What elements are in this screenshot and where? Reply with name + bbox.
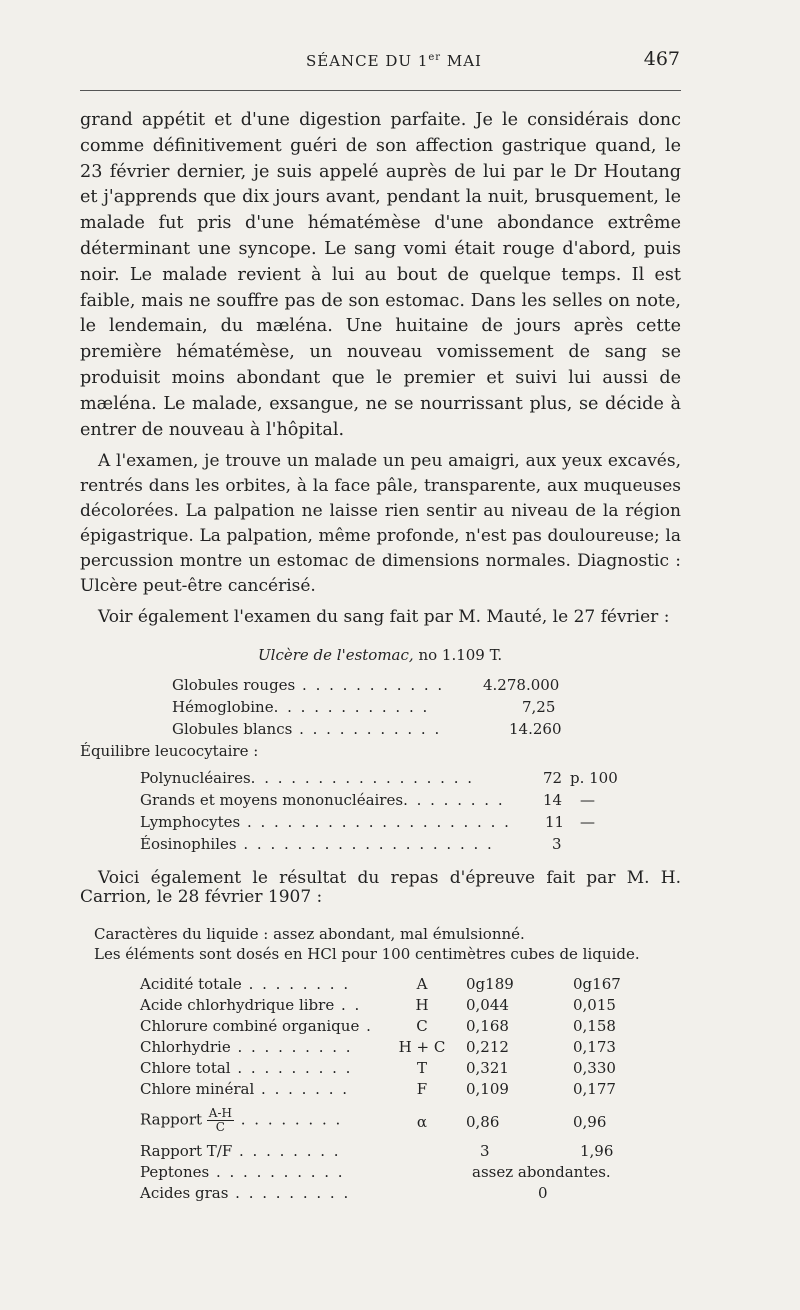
leuco-value: 72 [543,769,563,787]
leukocyte-table [140,768,620,858]
blood-row: Globules rouges . . . . . . . . . . . [172,676,445,694]
table-row: Acides gras . . . . . . . . . 0 [140,1184,548,1202]
header-rule [80,90,681,91]
table-row: Acidité totale . . . . . . . . A 0g189 0g167 [140,975,621,993]
blood-row: Globules blancs . . . . . . . . . . . [172,720,442,738]
leuco-unit: p. 100 [570,769,618,787]
table-row: Acide chlorhydrique libre . . H 0,044 0,015 [140,996,616,1014]
blood-value: 14.260 [509,720,562,738]
blood-value: 4.278.000 [483,676,560,694]
blood-counts [172,675,592,745]
paragraph-1: grand appétit et d'une digestion parfaite. Je le considérais donc comme définitivement guéri de son affection gastrique quand, le 23 février dernier, je suis appelé auprès de lui par le Dr Houtang et j'apprends que dix jours avant, pendant la nuit, brusquement, le malade fut pris d'une hématémèse d'une abondance extrême déterminant une syncope. Le sang vomi était rouge d'abord, puis noir. Le malade revient à lui au bout de quelque temps. Il est faible, mais ne souffre pas de son estomac. Dans les selles on note, le lendemain, du mæléna. Une huitaine de jours après cette première hématémèse, un nouveau vomissement de sang se produisit moins abondant que le premier et suivi lui aussi de mæléna. Le malade, exsangue, ne se nourrissant plus, se décide à entrer de nouveau à l'hôpital. [80,110,681,440]
repas-table [140,975,660,1205]
table-row: Peptones . . . . . . . . . . assez abondantes. [140,1163,611,1181]
paragraph-2: A l'examen, je trouve un malade un peu amaigri, aux yeux excavés, rentrés dans les orbites, à la face pâle, transparente, aux muqueuses décolorées. La palpation ne laisse rien sentir au niveau de la région épigastrique. La palpation, même profonde, n'est pas douloureuse; la percussion montre un estomac de dimensions normales. Diagnostic : Ulcère peut-être cancérisé. [80,451,681,596]
leuco-row: Éosinophiles . . . . . . . . . . . . . . . . . . . [140,835,494,853]
leuco-value: 14 [543,791,563,809]
blood-value: 7,25 [522,698,556,716]
repas-intro: Voici également le résultat du repas d'épreuve fait par M. H. Carrion, le 28 février 1907 : [80,868,681,907]
leuco-unit: — [580,813,595,831]
table-row: Chlore minéral . . . . . . . F 0,109 0,177 [140,1080,616,1098]
paragraph-3: Voir également l'examen du sang fait par M. Mauté, le 27 février : [98,607,670,627]
blood-row: Hémoglobine. . . . . . . . . . . . [172,698,430,716]
table-row: Rapport $\frac{A-H}{C}$ . . . . . . . . α 0,86 0,96 [140,1106,607,1134]
page-number: 467 [643,48,680,70]
table-row: Chlorhydrie . . . . . . . . . H + C 0,212 0,173 [140,1038,616,1056]
header-title: SÉANCE DU 1er MAI [306,52,482,70]
table-row: Rapport T/F . . . . . . . . 3 1,96 [140,1142,614,1160]
leuco-unit: — [580,791,595,809]
blood-exam-caption: Ulcère de l'estomac, no 1.109 T. [258,646,503,664]
equilibre-label: Équilibre leucocytaire : [80,742,259,760]
running-header [80,46,680,76]
leuco-row: Polynucléaires. . . . . . . . . . . . . . . . . [140,769,475,787]
note-liquide: Caractères du liquide : assez abondant, mal émulsionné. [94,925,525,943]
leuco-value: 3 [552,835,562,853]
leuco-value: 11 [545,813,565,831]
leuco-row: Lymphocytes . . . . . . . . . . . . . . . . . . . . [140,813,511,831]
table-row: Chlorure combiné organique . C 0,168 0,158 [140,1017,616,1035]
note-dosage: Les éléments sont dosés en HCl pour 100 centimètres cubes de liquide. [94,945,640,963]
ratio-fraction: $\frac{A-H}{C}$ [208,1106,232,1134]
leuco-row: Grands et moyens mononucléaires. . . . . . . . [140,791,505,809]
table-row: Chlore total . . . . . . . . . T 0,321 0,330 [140,1059,616,1077]
